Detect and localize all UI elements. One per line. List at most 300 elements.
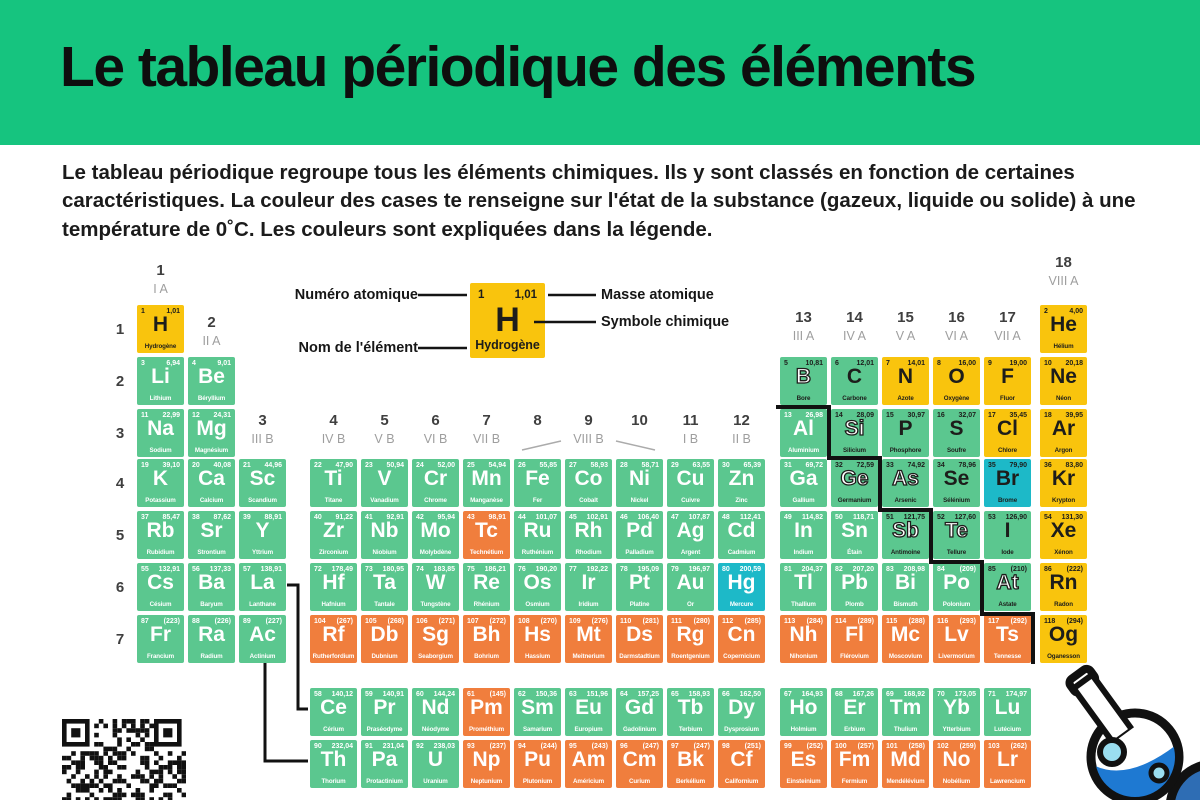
element-name: Molybdène <box>419 548 452 556</box>
element-name: Cobalt <box>579 496 598 504</box>
atomic-mass: 186,21 <box>484 566 506 573</box>
atomic-number: 9 <box>988 360 992 367</box>
actinide-connector <box>265 663 308 761</box>
atomic-mass: 204,37 <box>801 566 823 573</box>
atomic-number: 35 <box>988 462 996 469</box>
element-name: Bohrium <box>474 652 499 660</box>
element-symbol: Tm <box>889 696 922 719</box>
element-ge <box>831 459 878 507</box>
element-fe <box>514 459 561 507</box>
period-label-6: 6 <box>115 579 125 596</box>
atomic-number: 85 <box>988 566 996 573</box>
element-symbol: Bi <box>895 571 916 594</box>
element-name: Hassium <box>524 652 551 660</box>
lanthanide-connector <box>287 585 308 709</box>
group-number: 14 <box>846 309 863 326</box>
element-symbol: Hs <box>524 623 551 646</box>
atomic-number: 113 <box>784 618 796 625</box>
atomic-number: 59 <box>365 691 373 698</box>
element-symbol: Ga <box>789 467 818 490</box>
atomic-mass: 127,60 <box>954 514 976 521</box>
atomic-number: 118 <box>1044 618 1056 625</box>
group-roman: I A <box>153 282 168 296</box>
atomic-number: 26 <box>518 462 526 469</box>
element-name: Ytterbium <box>942 725 971 733</box>
element-w <box>412 563 459 611</box>
element-name: Tennesse <box>993 652 1022 660</box>
group-number: 11 <box>682 412 699 429</box>
atomic-number: 24 <box>416 462 424 469</box>
element-na <box>137 409 184 457</box>
atomic-mass: (252) <box>806 743 823 750</box>
element-name: Technétium <box>469 548 504 556</box>
element-symbol: Og <box>1048 623 1079 646</box>
atomic-mass: 157,25 <box>637 691 659 698</box>
atomic-mass: (145) <box>489 691 506 698</box>
element-name: Yttrium <box>252 548 273 556</box>
element-symbol: Ho <box>789 696 818 719</box>
atomic-number: 106 <box>416 618 428 625</box>
element-ne <box>1040 357 1087 405</box>
group-number: 9 <box>584 412 593 429</box>
element-pr <box>361 688 408 736</box>
atomic-number: 88 <box>192 618 200 625</box>
element-symbol: Sm <box>521 696 554 719</box>
element-symbol: In <box>794 519 813 542</box>
element-rh <box>565 511 612 559</box>
atomic-mass: 85,47 <box>162 514 180 521</box>
element-symbol: Ra <box>198 623 225 646</box>
element-name: Lawrencium <box>989 777 1026 785</box>
atomic-mass: 95,94 <box>437 514 455 521</box>
element-symbol: Pm <box>470 696 503 719</box>
atomic-mass: 65,39 <box>743 462 761 469</box>
atomic-number: 87 <box>141 618 149 625</box>
atomic-number: 104 <box>314 618 326 625</box>
element-symbol: Sn <box>841 519 868 542</box>
group-number: 13 <box>795 309 812 326</box>
atomic-number: 61 <box>467 691 475 698</box>
element-name: Hafnium <box>321 600 346 608</box>
element-cu <box>667 459 714 507</box>
element-name: Calcium <box>199 496 224 504</box>
element-re <box>463 563 510 611</box>
element-lu <box>984 688 1031 736</box>
element-ds <box>616 615 663 663</box>
element-pb <box>831 563 878 611</box>
atomic-number: 72 <box>314 566 322 573</box>
element-nh <box>780 615 827 663</box>
atomic-number: 27 <box>569 462 577 469</box>
element-symbol: Hf <box>322 571 345 594</box>
element-ba <box>188 563 235 611</box>
element-name: Curium <box>628 777 651 785</box>
atomic-mass: 52,00 <box>437 462 455 469</box>
element-name: Polonium <box>942 600 971 608</box>
element-name: Iridium <box>578 600 599 608</box>
element-eu <box>565 688 612 736</box>
atomic-mass: 107,87 <box>688 514 710 521</box>
atomic-mass: (272) <box>489 618 506 625</box>
element-symbol: Rn <box>1049 571 1078 594</box>
element-symbol: Nh <box>789 623 818 646</box>
element-p <box>882 409 929 457</box>
element-pt <box>616 563 663 611</box>
element-name: Argent <box>680 548 701 556</box>
element-symbol: Ds <box>626 623 653 646</box>
atomic-mass: (244) <box>540 743 557 750</box>
atomic-number: 89 <box>243 618 251 625</box>
atomic-number: 82 <box>835 566 843 573</box>
group-label-2 <box>181 315 243 348</box>
atomic-mass: 232,04 <box>331 743 353 750</box>
element-name: Xénon <box>1054 548 1073 556</box>
atomic-mass: 16,00 <box>958 360 976 367</box>
element-name: Berkélium <box>675 777 706 785</box>
atomic-number: 34 <box>937 462 945 469</box>
element-xe <box>1040 511 1087 559</box>
atomic-number: 6 <box>835 360 839 367</box>
element-nd <box>412 688 459 736</box>
element-sn <box>831 511 878 559</box>
atomic-number: 44 <box>518 514 526 521</box>
element-name: Brome <box>997 496 1018 504</box>
element-name: Osmium <box>525 600 550 608</box>
atomic-number: 77 <box>569 566 577 573</box>
atomic-mass: 208,98 <box>903 566 925 573</box>
element-ru <box>514 511 561 559</box>
element-la <box>239 563 286 611</box>
element-symbol: Br <box>995 467 1020 490</box>
atomic-number: 37 <box>141 514 149 521</box>
element-symbol: O <box>948 365 965 388</box>
element-ra <box>188 615 235 663</box>
atomic-mass: 19,00 <box>1009 360 1027 367</box>
element-symbol: P <box>898 417 913 440</box>
element-symbol: Rb <box>146 519 175 542</box>
element-symbol: Te <box>945 519 968 542</box>
element-symbol: Cl <box>997 417 1018 440</box>
period-label-2: 2 <box>115 373 125 390</box>
element-symbol: Rg <box>676 623 705 646</box>
atomic-number: 47 <box>671 514 679 521</box>
atomic-mass: 118,71 <box>852 514 874 521</box>
group-number: 4 <box>329 412 338 429</box>
atomic-mass: 26,98 <box>805 412 823 419</box>
element-symbol: Ac <box>249 623 276 646</box>
element-si <box>831 409 878 457</box>
atomic-mass: (268) <box>387 618 404 625</box>
atomic-number: 91 <box>365 743 373 750</box>
atomic-number: 40 <box>314 514 322 521</box>
atomic-mass: 32,07 <box>958 412 976 419</box>
atomic-number: 94 <box>518 743 526 750</box>
element-symbol: Yb <box>943 696 970 719</box>
element-symbol: N <box>897 365 914 388</box>
group-number: 10 <box>631 412 648 429</box>
atomic-mass: 50,94 <box>386 462 404 469</box>
atomic-number: 52 <box>937 514 945 521</box>
atomic-number: 107 <box>467 618 479 625</box>
element-name: Flérovium <box>840 652 869 660</box>
element-symbol: Po <box>943 571 970 594</box>
element-mg <box>188 409 235 457</box>
atomic-mass: 164,93 <box>801 691 823 698</box>
atomic-number: 43 <box>467 514 475 521</box>
element-name: Rhénium <box>473 600 500 608</box>
atomic-mass: (210) <box>1010 566 1027 573</box>
atomic-mass: 12,01 <box>856 360 874 367</box>
atomic-number: 2 <box>1044 308 1048 315</box>
atomic-mass: (227) <box>265 618 282 625</box>
atomic-mass: 140,91 <box>382 691 404 698</box>
atomic-mass: (259) <box>959 743 976 750</box>
element-md <box>882 740 929 788</box>
atomic-number: 55 <box>141 566 149 573</box>
element-er <box>831 688 878 736</box>
atomic-number: 78 <box>620 566 628 573</box>
group-label-1 <box>130 263 192 296</box>
atomic-number: 48 <box>722 514 730 521</box>
atomic-mass: 87,62 <box>213 514 231 521</box>
atomic-number: 116 <box>937 618 949 625</box>
atomic-mass: 200,59 <box>739 566 761 573</box>
blue-ball-icon <box>1170 764 1200 800</box>
atomic-mass: 190,20 <box>535 566 557 573</box>
atomic-number: 22 <box>314 462 322 469</box>
element-pa <box>361 740 408 788</box>
element-th <box>310 740 357 788</box>
element-he <box>1040 305 1087 353</box>
atomic-mass: 35,45 <box>1009 412 1027 419</box>
atomic-number: 64 <box>620 691 628 698</box>
element-zr <box>310 511 357 559</box>
element-symbol: Cu <box>676 467 705 490</box>
element-name: Américium <box>572 777 605 785</box>
atomic-number: 84 <box>937 566 945 573</box>
element-fm <box>831 740 878 788</box>
atomic-number: 79 <box>671 566 679 573</box>
element-symbol: Tb <box>677 696 704 719</box>
element-symbol: Zr <box>323 519 344 542</box>
element-name: Césium <box>149 600 172 608</box>
atomic-mass: 20,18 <box>1065 360 1083 367</box>
element-name: Tungstène <box>420 600 451 608</box>
atomic-mass: 9,01 <box>217 360 231 367</box>
element-name: Cérium <box>323 725 344 733</box>
element-name: Lithium <box>149 394 172 402</box>
atomic-mass: 22,99 <box>162 412 180 419</box>
element-name: Potassium <box>145 496 176 504</box>
element-symbol: Tl <box>794 571 813 594</box>
element-symbol: Ne <box>1050 365 1077 388</box>
atomic-mass: 106,40 <box>637 514 659 521</box>
element-name: Lanthane <box>249 600 276 608</box>
element-symbol: Ca <box>198 467 225 490</box>
group-roman: VIII A <box>1048 274 1079 288</box>
element-as <box>882 459 929 507</box>
atomic-number: 98 <box>722 743 730 750</box>
group-number: 12 <box>733 412 750 429</box>
element-symbol: Cf <box>730 748 753 771</box>
element-tb <box>667 688 714 736</box>
element-symbol: Mo <box>420 519 451 542</box>
atomic-number: 21 <box>243 462 251 469</box>
group-roman: VII B <box>472 432 501 446</box>
element-symbol: Nd <box>421 696 450 719</box>
element-u <box>412 740 459 788</box>
element-symbol: Se <box>943 467 970 490</box>
group-roman: IV B <box>321 432 346 446</box>
element-name: Francium <box>146 652 175 660</box>
element-i <box>984 511 1031 559</box>
element-og <box>1040 615 1087 663</box>
element-name: Californium <box>724 777 759 785</box>
atomic-mass: (284) <box>806 618 823 625</box>
element-mn <box>463 459 510 507</box>
element-name: Thallium <box>791 600 816 608</box>
element-name: Cadmium <box>727 548 756 556</box>
atomic-number: 49 <box>784 514 792 521</box>
element-name: Carbone <box>842 394 867 402</box>
element-name: Hydrogène <box>144 342 177 350</box>
atomic-mass: 54,94 <box>488 462 506 469</box>
atomic-mass: 196,97 <box>688 566 710 573</box>
group-number: 18 <box>1055 254 1072 271</box>
element-symbol: Lr <box>997 748 1018 771</box>
element-hf <box>310 563 357 611</box>
element-hg <box>718 563 765 611</box>
atomic-number: 68 <box>835 691 843 698</box>
atomic-number: 38 <box>192 514 200 521</box>
element-name: Phosphore <box>889 446 922 454</box>
group-label-17 <box>977 310 1039 343</box>
element-name: Néodyme <box>421 725 450 733</box>
element-name: Scandium <box>248 496 277 504</box>
element-o <box>933 357 980 405</box>
atomic-mass: 195,09 <box>637 566 659 573</box>
element-symbol: B <box>795 365 812 388</box>
element-symbol: Fm <box>838 748 871 771</box>
element-name: Hélium <box>1053 342 1074 350</box>
element-co <box>565 459 612 507</box>
atomic-mass: (247) <box>642 743 659 750</box>
element-nb <box>361 511 408 559</box>
element-symbol: S <box>949 417 964 440</box>
atomic-number: 74 <box>416 566 424 573</box>
element-symbol: Cs <box>147 571 174 594</box>
element-name: Sélénium <box>943 496 970 504</box>
element-name: Lutécium <box>994 725 1021 733</box>
atomic-number: 115 <box>886 618 898 625</box>
element-name: Radium <box>200 652 223 660</box>
group-roman: IV A <box>843 329 866 343</box>
atomic-mass: 180,95 <box>382 566 404 573</box>
element-name: Magnésium <box>194 446 229 454</box>
atomic-mass: 132,91 <box>158 566 180 573</box>
element-name: Indium <box>793 548 814 556</box>
group-roman: II B <box>732 432 751 446</box>
element-name: Platine <box>629 600 650 608</box>
element-symbol: Au <box>676 571 705 594</box>
atomic-mass: 58,93 <box>590 462 608 469</box>
atomic-mass: 102,91 <box>586 514 608 521</box>
element-symbol: Pu <box>524 748 551 771</box>
element-name: Terbium <box>678 725 703 733</box>
atomic-number: 69 <box>886 691 894 698</box>
atomic-mass: 72,59 <box>856 462 874 469</box>
atomic-number: 15 <box>886 412 894 419</box>
atomic-number: 93 <box>467 743 475 750</box>
element-cl <box>984 409 1031 457</box>
element-name: Arsenic <box>894 496 917 504</box>
element-symbol: Md <box>890 748 921 771</box>
atomic-mass: 207,20 <box>852 566 874 573</box>
element-b <box>780 357 827 405</box>
element-name: Zirconium <box>318 548 348 556</box>
atomic-mass: 140,12 <box>331 691 353 698</box>
element-name: Fermium <box>841 777 868 785</box>
legend-example-name: Hydrogène <box>475 337 540 352</box>
element-br <box>984 459 1031 507</box>
atomic-number: 53 <box>988 514 996 521</box>
atomic-mass: (262) <box>1010 743 1027 750</box>
group-roman: VIII B <box>573 432 604 446</box>
element-name: Béryllium <box>197 394 226 402</box>
element-symbol: Ar <box>1051 417 1076 440</box>
element-symbol: Al <box>793 417 814 440</box>
atomic-mass: 162,50 <box>739 691 761 698</box>
element-name: Darmstadtium <box>619 652 660 660</box>
atomic-number: 51 <box>886 514 894 521</box>
legend-example-card <box>470 283 545 358</box>
atomic-mass: 168,92 <box>903 691 925 698</box>
atomic-number: 16 <box>937 412 945 419</box>
group-number: 17 <box>999 309 1016 326</box>
element-c <box>831 357 878 405</box>
element-name: Zinc <box>735 496 748 504</box>
atomic-number: 60 <box>416 691 424 698</box>
element-au <box>667 563 714 611</box>
element-symbol: Ts <box>996 623 1019 646</box>
element-name: Roentgenium <box>671 652 710 660</box>
atomic-number: 31 <box>784 462 792 469</box>
legend-example-mass: 1,01 <box>514 289 537 301</box>
atomic-mass: (223) <box>163 618 180 625</box>
element-name: Rutherfordium <box>312 652 355 660</box>
element-name: Copernicium <box>723 652 760 660</box>
element-symbol: Sc <box>249 467 276 490</box>
atomic-mass: 47,90 <box>335 462 353 469</box>
element-symbol: Rh <box>574 519 603 542</box>
atomic-mass: (292) <box>1010 618 1027 625</box>
group-number: 7 <box>482 412 491 429</box>
element-symbol: Pa <box>371 748 398 771</box>
element-symbol: Sr <box>200 519 223 542</box>
atomic-number: 54 <box>1044 514 1052 521</box>
element-symbol: Hg <box>727 571 756 594</box>
element-symbol: Ru <box>523 519 552 542</box>
element-name: Neptunium <box>470 777 503 785</box>
group-label-12 <box>711 413 773 446</box>
atomic-mass: (251) <box>744 743 761 750</box>
group-roman: III B <box>251 432 274 446</box>
element-symbol: Ir <box>581 571 596 594</box>
atomic-mass: 114,82 <box>801 514 823 521</box>
atomic-mass: (271) <box>438 618 455 625</box>
atomic-number: 101 <box>886 743 898 750</box>
group-roman: III A <box>792 329 815 343</box>
